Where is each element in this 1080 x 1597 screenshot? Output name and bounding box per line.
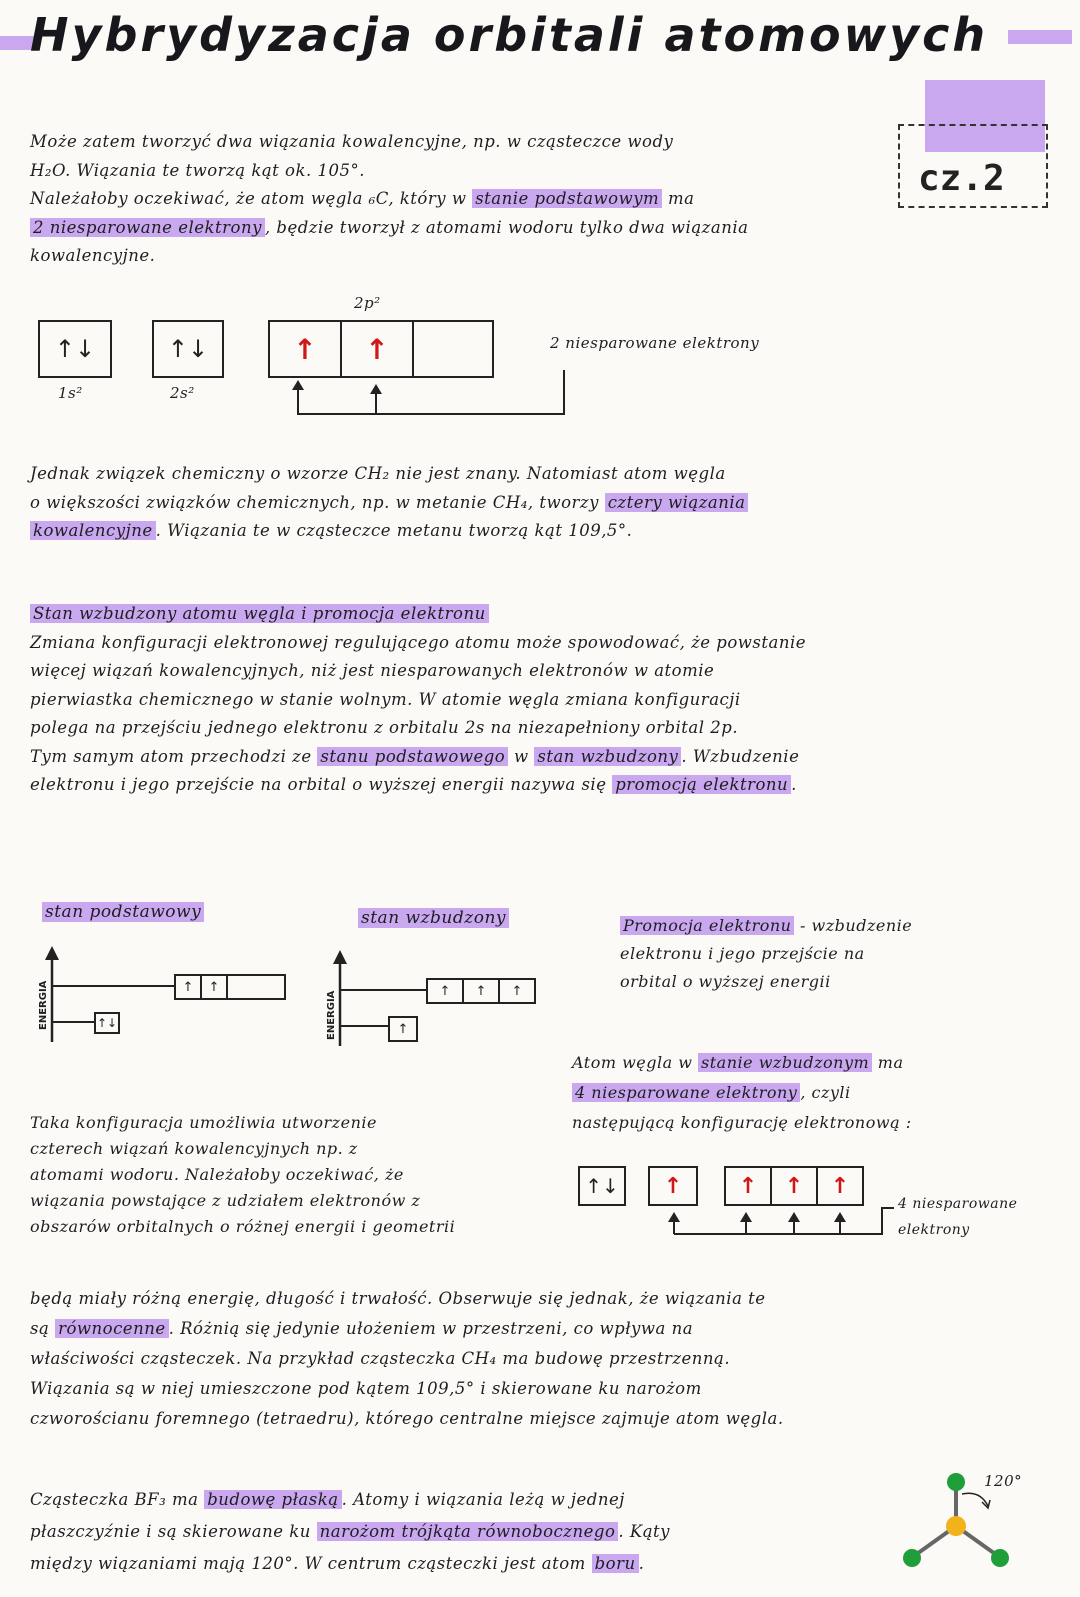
section-line (30, 771, 806, 800)
paragraph-line (30, 517, 748, 546)
highlight-stanie-podstawowym: stanie podstawowym (472, 189, 662, 208)
boron-atom (946, 1516, 966, 1536)
config-line (572, 1048, 912, 1078)
title-highlight-right (1008, 30, 1072, 44)
paragraph-line: czterech wiązań kowalencyjnych np. z (30, 1139, 358, 1158)
definition-term: Promocja elektronu (620, 916, 794, 935)
definition-line-text: - wzbudzenie (794, 916, 913, 935)
section-heading-text: Stan wzbudzony atomu węgla i promocja elektronu (30, 604, 489, 623)
paragraph-line: czworościanu foremnego (tetraedru), którego centralne miejsce zajmuje atom węgla. (30, 1409, 784, 1428)
orbital-1s-box: ↑↓ (578, 1166, 626, 1206)
section-line-text: w (508, 746, 535, 766)
paragraph-line-text: między wiązaniami mają 120°. W centrum cząsteczki jest atom (30, 1554, 592, 1573)
ground-state-label: stan podstawowy (42, 902, 204, 922)
bracket-connector (280, 370, 580, 420)
intro-line: Może zatem tworzyć dwa wiązania kowalencyjne, np. w cząsteczce wody (30, 132, 674, 151)
excited-config-text (572, 1048, 912, 1138)
paragraph-line: właściwości cząsteczek. Na przykład cząsteczka CH₄ ma budowę przestrzenną. (30, 1349, 731, 1368)
highlight-4-niesparowane: 4 niesparowane elektrony (572, 1083, 800, 1102)
title-highlight-left (0, 36, 34, 50)
highlight-stan-wzbudzony: stan wzbudzony (534, 747, 681, 766)
label-1s: 1s² (58, 384, 83, 402)
config-line (572, 1078, 912, 1108)
highlight-2-niesparowane: 2 niesparowane elektrony (30, 218, 265, 237)
intro-line: H₂O. Wiązania te tworzą kąt ok. 105°. (30, 160, 365, 180)
page-title: Hybrydyzacja orbitali atomowych (30, 8, 989, 62)
highlight-rownocenne: równocenne (55, 1319, 169, 1338)
highlight-promocja-elektronu: promocją elektronu (612, 775, 791, 794)
intro-line-text: Należałoby oczekiwać, że atom węgla ₆C, który w (30, 189, 467, 208)
paragraph-line: Jednak związek chemiczny o wzorze CH₂ nie jest znany. Natomiast atom węgla (30, 464, 726, 483)
excited-state-label: stan wzbudzony (358, 908, 509, 928)
paragraph-line (30, 489, 748, 518)
paragraph-line-text: płaszczyźnie i są skierowane ku (30, 1522, 317, 1541)
orbital-2p-box-1: ↑ (724, 1166, 772, 1206)
paragraph-equivalence (30, 1284, 784, 1434)
highlight-narozom-trojkata: narożom trójkąta równobocznego (317, 1522, 619, 1541)
config-line: następującą konfigurację elektronową : (572, 1113, 912, 1132)
paragraph-line: atomami wodoru. Należałoby oczekiwać, że (30, 1165, 404, 1184)
paragraph-line (30, 1484, 670, 1516)
orbital-2p-box-1: ↑ (268, 320, 342, 378)
section-line: polega na przejściu jednego elektronu z orbitalu 2s na niezapełniony orbital 2p. (30, 718, 739, 737)
config-line-text: , czyli (800, 1083, 851, 1102)
part-label: cz.2 (918, 158, 1005, 199)
orbital-2s-box: ↑↓ (152, 320, 224, 378)
section-line-text: Tym samym atom przechodzi ze (30, 746, 318, 766)
section-line (30, 743, 806, 772)
excited-state-section (30, 600, 806, 800)
section-line: pierwiastka chemicznego w stanie wolnym. W atomie węgla zmiana konfiguracji (30, 689, 741, 709)
highlight-stanu-podstawowego: stanu podstawowego (317, 747, 508, 766)
fluorine-atom (903, 1549, 921, 1567)
highlight-boru: boru (592, 1554, 639, 1573)
paragraph-line (30, 1314, 784, 1344)
intro-line (30, 185, 748, 214)
definition-line: elektronu i jego przejście na (620, 944, 865, 963)
orbital-2s-box: ↑ (648, 1166, 698, 1206)
intro-line: kowalencyjne. (30, 246, 156, 265)
paragraph-line (30, 1516, 670, 1548)
unpaired-note: 2 niesparowane elektrony (550, 334, 760, 352)
intro-line (30, 214, 748, 243)
intro-paragraph (30, 128, 748, 271)
energy-axis-label: ENERGIA (326, 990, 337, 1040)
paragraph-line-text: . Atomy i wiązania leżą w jednej (341, 1490, 625, 1509)
paragraph-line: Wiązania są w niej umieszczone pod kątem 109,5° i skierowane ku narożom (30, 1379, 702, 1398)
orbital-2p-box-2: ↑ (462, 978, 500, 1004)
orbital-2p-box-2: ↑ (200, 974, 228, 1000)
paragraph-bf3 (30, 1484, 670, 1580)
paragraph-line-text: . Różnią się jedynie ułożeniem w przestrzeni, co wpływa na (168, 1319, 694, 1338)
orbital-2p-box-1: ↑ (174, 974, 202, 1000)
unpaired-note-line: 4 niesparowane (898, 1196, 1018, 1212)
config-line-text: ma (872, 1053, 904, 1072)
intro-line-text: , będzie tworzył z atomami wodoru tylko dwa wiązania (264, 217, 749, 237)
orbital-2p-box-3: ↑ (498, 978, 536, 1004)
label-2p: 2p² (354, 294, 381, 312)
paragraph-line-text: . (638, 1554, 645, 1573)
section-line-text: . (791, 775, 797, 794)
paragraph-ch2 (30, 460, 748, 546)
label-2s: 2s² (170, 384, 195, 402)
paragraph-line-text: Cząsteczka BF₃ ma (30, 1490, 205, 1509)
orbital-2p-box-2: ↑ (770, 1166, 818, 1206)
orbital-2s-box: ↑↓ (94, 1012, 120, 1034)
section-line-text: elektronu i jego przejście na orbital o wyższej energii nazywa się (30, 775, 613, 794)
paragraph-line-text: . Wiązania te w cząsteczce metanu tworzą kąt 109,5°. (155, 521, 633, 540)
section-line: Zmiana konfiguracji elektronowej regulującego atomu może spowodować, że powstanie (30, 632, 807, 652)
bracket-connector (650, 1200, 900, 1240)
orbital-2p-box-3: ↑ (816, 1166, 864, 1206)
paragraph-line: będą miały różną energię, długość i trwałość. Obserwuje się jednak, że wiązania te (30, 1289, 766, 1308)
paragraph-line-text: . Kąty (618, 1522, 670, 1541)
energy-axis-label: ENERGIA (38, 980, 49, 1030)
orbital-2p-box-1: ↑ (426, 978, 464, 1004)
orbital-2p-box-2: ↑ (340, 320, 414, 378)
intro-line-text: ma (662, 189, 695, 208)
highlight-stanie-wzbudzonym: stanie wzbudzonym (698, 1053, 872, 1072)
section-line: więcej wiązań kowalencyjnych, niż jest niesparowanych elektronów w atomie (30, 661, 715, 680)
orbital-2p-box-3 (226, 974, 286, 1000)
fluorine-atom (991, 1549, 1009, 1567)
config-line-text: Atom węgla w (572, 1053, 699, 1072)
definition-line (620, 912, 912, 940)
bf3-molecule (900, 1472, 1030, 1582)
section-line-text: . Wzbudzenie (681, 746, 800, 766)
paragraph-line: Taka konfiguracja umożliwia utworzenie (30, 1113, 377, 1132)
orbital-2s-box: ↑ (388, 1016, 418, 1042)
section-heading (30, 600, 806, 629)
orbital-1s-box: ↑↓ (38, 320, 112, 378)
paragraph-line-text: o większości związków chemicznych, np. w metanie CH₄, tworzy (30, 492, 605, 512)
unpaired-note-line: elektrony (898, 1222, 970, 1238)
paragraph-line: wiązania powstające z udziałem elektronów z (30, 1191, 421, 1210)
paragraph-line-text: są (30, 1319, 56, 1338)
paragraph-configuration (30, 1110, 455, 1240)
paragraph-line: obszarów orbitalnych o różnej energii i geometrii (30, 1217, 456, 1236)
promotion-definition (620, 912, 912, 996)
fluorine-atom (947, 1473, 965, 1491)
bond-angle-label: 120° (984, 1472, 1023, 1490)
paragraph-line (30, 1548, 670, 1580)
highlight-kowalencyjne: kowalencyjne (30, 521, 156, 540)
definition-line: orbital o wyższej energii (620, 972, 831, 991)
highlight-cztery-wiazania: cztery wiązania (605, 493, 749, 512)
highlight-budowe-plaska: budowę płaską (204, 1490, 341, 1509)
